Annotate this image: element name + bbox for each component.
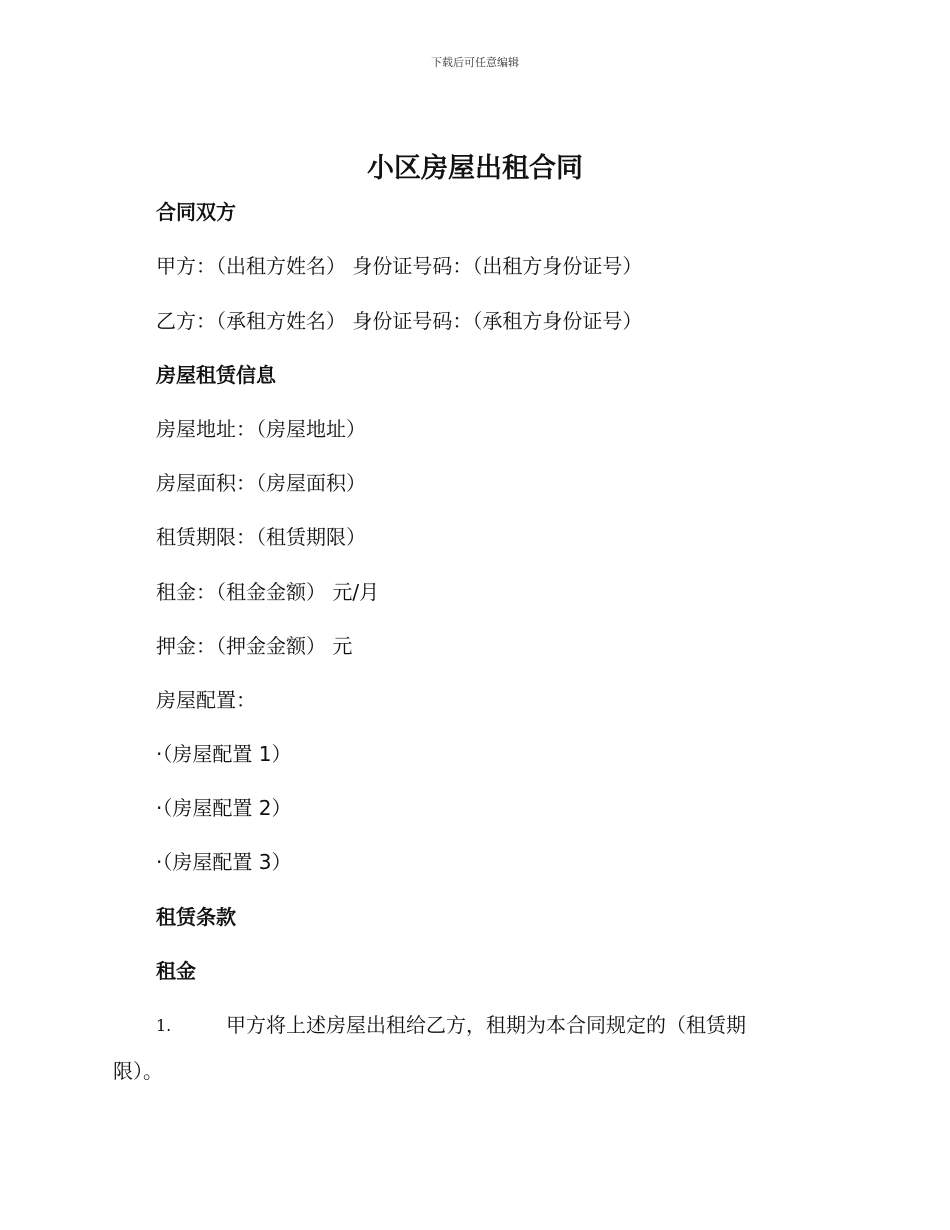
subheading-rent: 租金 <box>156 959 196 983</box>
clause-text-line-1: 甲方将上述房屋出租给乙方，租期为本合同规定的（租赁期 <box>226 1013 746 1037</box>
house-config-label: 房屋配置： <box>156 688 256 712</box>
house-config-item: ·（房屋配置 1） <box>156 742 292 766</box>
section-heading-house-info: 房屋租赁信息 <box>156 363 276 387</box>
document-title: 小区房屋出租合同 <box>367 153 583 184</box>
section-heading-parties: 合同双方 <box>156 200 236 224</box>
house-config-item: ·（房屋配置 3） <box>156 850 292 874</box>
clause-number: 1. <box>156 1016 172 1035</box>
rent-line: 租金：（租金金额） 元/月 <box>156 580 380 604</box>
party-a-line: 甲方：（出租方姓名） 身份证号码：（出租方身份证号） <box>156 254 643 278</box>
party-b-line: 乙方：（承租方姓名） 身份证号码：（承租方身份证号） <box>156 309 643 333</box>
clause-text-line-2: 限）。 <box>113 1059 163 1083</box>
deposit-line: 押金：（押金金额） 元 <box>156 634 353 658</box>
lease-term-line: 租赁期限：（租赁期限） <box>156 525 366 549</box>
house-config-item: ·（房屋配置 2） <box>156 796 292 820</box>
house-area-line: 房屋面积：（房屋面积） <box>156 471 366 495</box>
house-address-line: 房屋地址：（房屋地址） <box>156 417 366 441</box>
section-heading-terms: 租赁条款 <box>156 905 236 929</box>
header-note: 下载后可任意编辑 <box>431 56 519 69</box>
